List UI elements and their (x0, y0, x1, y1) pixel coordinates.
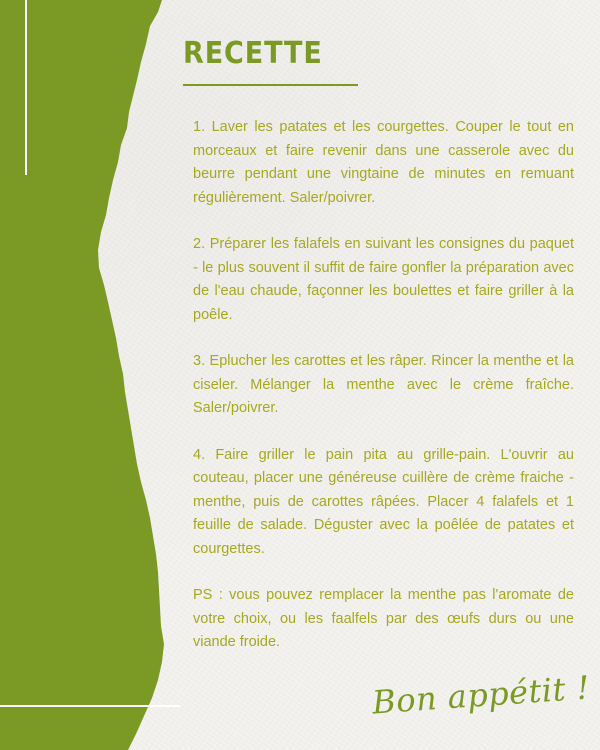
bon-appetit-signoff: Bon appétit ! (370, 668, 592, 722)
recipe-steps (193, 116, 574, 678)
step-1: 1. Laver les patates et les courgettes. Couper le tout en morceaux et faire revenir dans une casserole avec du beurre pendant une vingtaine de minutes en remuant régulièrement. Saler/poivrer. (193, 119, 574, 206)
accent-line-horizontal (0, 705, 180, 707)
accent-line-vertical (25, 0, 27, 175)
step-4: 4. Faire griller le pain pita au grille-pain. L'ouvrir au couteau, placer une généreuse cuillère de crème fraiche - menthe, puis de carottes râpées. Placer 4 falafels et 1 feuille de salade. Déguster avec la poêlée de patates et courgettes. (193, 446, 574, 557)
step-3: 3. Eplucher les carottes et les râper. Rincer la menthe et la ciseler. Mélanger la menthe avec le crème fraîche. Saler/poivrer. (193, 353, 574, 416)
step-2: 2. Préparer les falafels en suivant les consignes du paquet - le plus souvent il suffit de faire gonfler la préparation avec de l'eau chaude, façonner les boulettes et faire griller à la poêle. (193, 236, 574, 323)
recipe-title: RECETTE (183, 36, 323, 71)
ps-note: PS : vous pouvez remplacer la menthe pas l'aromate de votre choix, ou les faalfels par des œufs durs ou une viande froide. (193, 587, 574, 650)
title-underline (183, 84, 358, 86)
